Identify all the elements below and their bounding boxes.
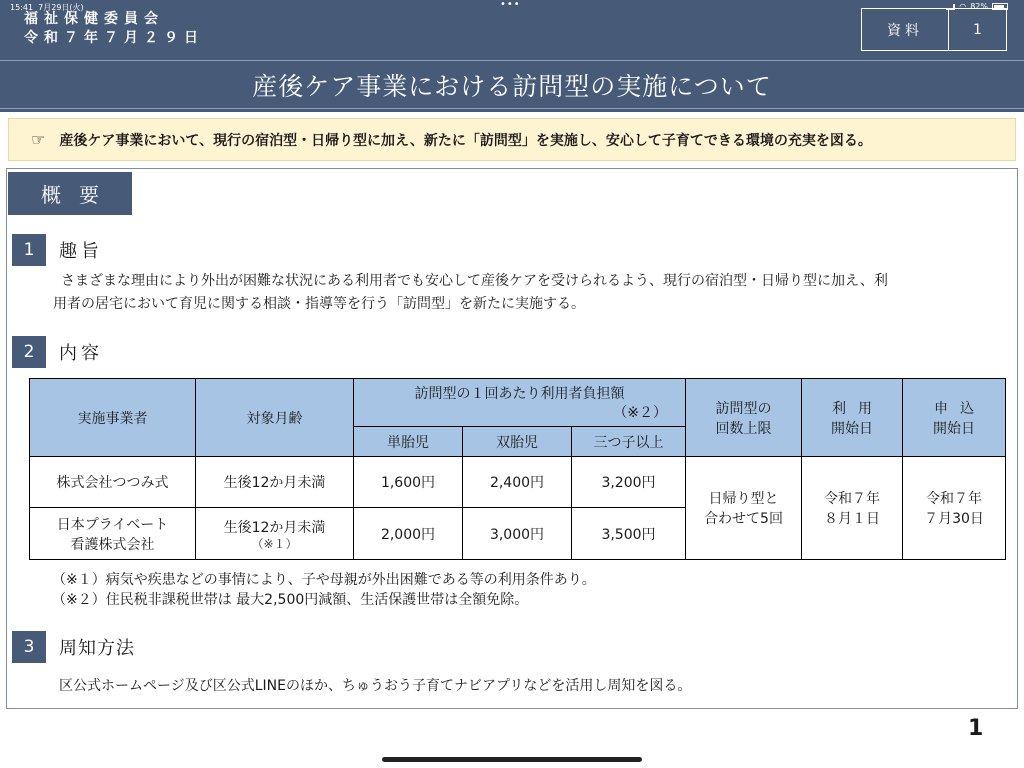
header-visits: 訪問型の 回数上限 [686,379,802,457]
status-bar [0,0,1024,14]
fee-cell: 3,500円 [572,508,686,560]
section-title: 趣旨 [59,241,103,262]
multitask-dots-icon[interactable]: ••• [500,0,521,10]
header-triplets: 三つ子以上 [572,427,686,457]
doc-label: 資料 [862,9,949,50]
page-title: 産後ケア事業における訪問型の実施について [252,71,772,101]
visits-limit-cell: 日帰り型と 合わせて5回 [686,457,802,560]
use-start-cell: 令和７年 ８月１日 [802,457,903,560]
purpose-line: さまざまな理由により外出が困難な状況にある利用者でも安心して産後ケアを受けられるよう、現行の宿泊型・日帰り型に加え、利 [61,273,888,289]
section-number-badge: 1 [12,234,46,266]
age-cell: 生後12か月未満 [196,457,354,508]
note-line: （※２）住民税非課税世帯は 最大2,500円減額、生活保護世帯は全額免除。 [52,592,529,608]
wifi-icon: ◠ [959,2,967,11]
fee-cell: 2,400円 [463,457,572,508]
section-1-heading [12,234,103,266]
section-2-heading [12,336,103,368]
fee-cell: 3,200円 [572,457,686,508]
note-line: （※１）病気や疾患などの事情により、子や母親が外出困難である等の利用条件あり。 [52,572,596,588]
age-note: （※１） [251,536,298,551]
title-bar [0,60,1024,109]
committee-info [24,10,204,48]
purpose-line: 用者の居宅において育児に関する相談・指導等を行う「訪問型」を新たに実施する。 [53,296,585,312]
document-number-box [861,8,1007,51]
header-fee [354,379,686,427]
signal-icon [946,4,955,10]
publicity-paragraph: 区公式ホームページ及び区公式LINEのほか、ちゅうおう子育てナビアプリなどを活用し周知を図る。 [59,678,692,694]
section-title: 周知方法 [59,638,135,659]
purpose-paragraph [53,270,1003,316]
header-fee-label: 訪問型の１回あたり利用者負担額 [414,385,625,402]
doc-number: 1 [973,21,982,38]
meeting-date: 令和７年７月２９日 [24,30,204,46]
table-header-row [30,379,1006,427]
summary-text: 産後ケア事業において、現行の宿泊型・日帰り型に加え、新たに「訪問型」を実施し、安心して子育てできる環境の充実を図る。 [59,132,872,149]
provider-cell: 日本プライベート 看護株式会社 [30,508,196,560]
header-apply-start: 申込 開始日 [903,379,1006,457]
page-number: 1 [968,716,984,741]
overview-tab: 概要 [8,172,132,215]
home-indicator[interactable] [382,757,642,762]
battery-percent: 82% [970,2,988,11]
service-table [29,378,1006,560]
pointing-hand-icon: ☞ [31,130,46,149]
header-banner [0,0,1024,112]
apply-start-cell: 令和７年 ７月30日 [903,457,1006,560]
fee-cell: 2,000円 [354,508,463,560]
header-single: 単胎児 [354,427,463,457]
header-age: 対象月齢 [196,379,354,457]
fee-cell: 3,000円 [463,508,572,560]
provider-cell: 株式会社つつみ式 [30,457,196,508]
header-provider: 実施事業者 [30,379,196,457]
header-use-start: 利用 開始日 [802,379,903,457]
section-number-badge: 3 [12,631,46,663]
committee-name: 福祉保健委員会 [24,11,164,27]
fee-cell: 1,600円 [354,457,463,508]
status-time: 15:41 7月29日(火) [10,3,84,12]
table-row [30,457,1006,508]
summary-banner [8,118,1016,161]
section-number-badge: 2 [12,336,46,368]
section-3-heading [12,631,135,663]
header-fee-note: （※２） [613,404,668,421]
table-notes [52,570,596,610]
battery-icon [992,3,1008,10]
header-twins: 双胎児 [463,427,572,457]
status-indicators [946,2,1008,11]
age-cell: 生後12か月未満 （※１） [196,508,354,560]
section-title: 内容 [59,343,103,364]
